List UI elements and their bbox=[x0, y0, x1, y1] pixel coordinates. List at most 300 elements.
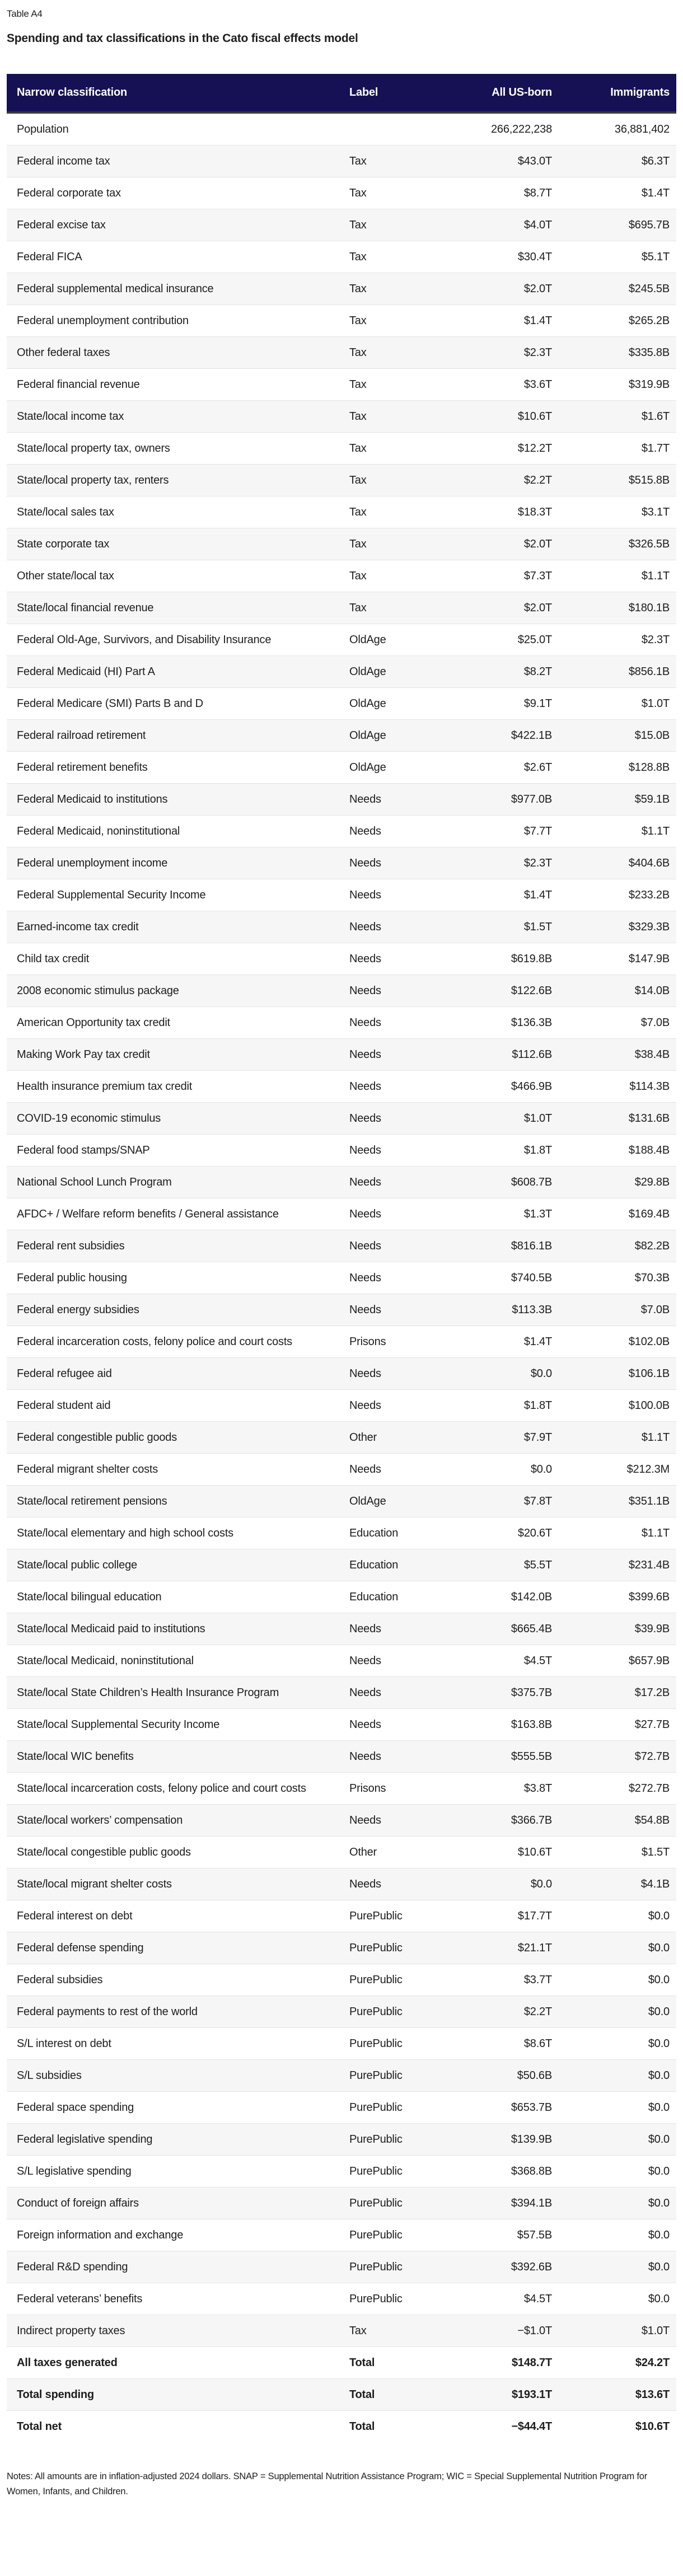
cell-us-born: $392.6B bbox=[431, 2251, 559, 2283]
table-row bbox=[7, 305, 676, 337]
cell-classification: Other state/local tax bbox=[7, 560, 343, 592]
table-row bbox=[7, 1262, 676, 1294]
cell-us-born: $139.9B bbox=[431, 2124, 559, 2156]
cell-classification: Federal payments to rest of the world bbox=[7, 1996, 343, 2028]
cell-immigrants: $1.7T bbox=[559, 433, 676, 465]
cell-us-born: $2.0T bbox=[431, 528, 559, 560]
table-row bbox=[7, 433, 676, 465]
cell-label: OldAge bbox=[343, 752, 431, 784]
cell-classification: 2008 economic stimulus package bbox=[7, 975, 343, 1007]
cell-immigrants: $1.0T bbox=[559, 688, 676, 720]
cell-immigrants: $1.1T bbox=[559, 816, 676, 847]
table-row bbox=[7, 784, 676, 816]
cell-us-born: $20.6T bbox=[431, 1518, 559, 1549]
cell-classification: Federal Supplemental Security Income bbox=[7, 879, 343, 911]
cell-label: PurePublic bbox=[343, 2219, 431, 2251]
cell-classification: Federal defense spending bbox=[7, 1932, 343, 1964]
cell-immigrants: $70.3B bbox=[559, 1262, 676, 1294]
cell-classification: Federal refugee aid bbox=[7, 1358, 343, 1390]
cell-us-born: $2.2T bbox=[431, 465, 559, 497]
table-row bbox=[7, 1230, 676, 1262]
cell-us-born: $163.8B bbox=[431, 1709, 559, 1741]
cell-us-born: $3.8T bbox=[431, 1773, 559, 1805]
table-row bbox=[7, 209, 676, 241]
cell-label: Education bbox=[343, 1518, 431, 1549]
cell-label: PurePublic bbox=[343, 2156, 431, 2188]
table-row bbox=[7, 1805, 676, 1837]
cell-label: OldAge bbox=[343, 624, 431, 656]
cell-immigrants: $180.1B bbox=[559, 592, 676, 624]
cell-us-born: $2.2T bbox=[431, 1996, 559, 2028]
cell-immigrants: $515.8B bbox=[559, 465, 676, 497]
page-title: Spending and tax classifications in the Cato fiscal effects model bbox=[7, 32, 358, 45]
cell-immigrants: $0.0 bbox=[559, 1932, 676, 1964]
cell-immigrants: $17.2B bbox=[559, 1677, 676, 1709]
cell-us-born: $7.7T bbox=[431, 816, 559, 847]
table-row bbox=[7, 816, 676, 847]
cell-label: OldAge bbox=[343, 1486, 431, 1518]
cell-label: Needs bbox=[343, 1709, 431, 1741]
table-row bbox=[7, 624, 676, 656]
table-row bbox=[7, 497, 676, 528]
cell-label: Needs bbox=[343, 1103, 431, 1135]
table-row bbox=[7, 2156, 676, 2188]
cell-classification: Federal rent subsidies bbox=[7, 1230, 343, 1262]
cell-label: Tax bbox=[343, 273, 431, 305]
cell-immigrants: $1.5T bbox=[559, 1837, 676, 1868]
cell-us-born: $12.2T bbox=[431, 433, 559, 465]
cell-immigrants: $72.7B bbox=[559, 1741, 676, 1773]
cell-us-born: $1.8T bbox=[431, 1135, 559, 1167]
cell-us-born: $394.1B bbox=[431, 2188, 559, 2219]
cell-us-born: −$44.4T bbox=[431, 2411, 559, 2443]
cell-us-born: $366.7B bbox=[431, 1805, 559, 1837]
table-row bbox=[7, 2124, 676, 2156]
cell-classification: S/L legislative spending bbox=[7, 2156, 343, 2188]
table-row bbox=[7, 1932, 676, 1964]
cell-label: Needs bbox=[343, 1613, 431, 1645]
cell-label: PurePublic bbox=[343, 2060, 431, 2092]
cell-us-born: $25.0T bbox=[431, 624, 559, 656]
table-row bbox=[7, 2347, 676, 2379]
cell-immigrants: $0.0 bbox=[559, 2124, 676, 2156]
cell-label: Needs bbox=[343, 1645, 431, 1677]
cell-classification: Federal Medicaid to institutions bbox=[7, 784, 343, 816]
table-row bbox=[7, 943, 676, 975]
cell-label: Total bbox=[343, 2347, 431, 2379]
cell-classification: State/local property tax, renters bbox=[7, 465, 343, 497]
cell-label: Needs bbox=[343, 1358, 431, 1390]
cell-us-born: $17.7T bbox=[431, 1900, 559, 1932]
cell-us-born: $113.3B bbox=[431, 1294, 559, 1326]
cell-label: Total bbox=[343, 2379, 431, 2411]
cell-classification: State/local property tax, owners bbox=[7, 433, 343, 465]
cell-classification: Federal Medicaid (HI) Part A bbox=[7, 656, 343, 688]
table-row bbox=[7, 113, 676, 146]
cell-classification: S/L interest on debt bbox=[7, 2028, 343, 2060]
cell-label: Tax bbox=[343, 146, 431, 177]
cell-us-born: $8.2T bbox=[431, 656, 559, 688]
table-row bbox=[7, 1773, 676, 1805]
table-row bbox=[7, 1198, 676, 1230]
table-row bbox=[7, 1613, 676, 1645]
cell-classification: State/local State Children’s Health Insurance Program bbox=[7, 1677, 343, 1709]
cell-us-born: $422.1B bbox=[431, 720, 559, 752]
cell-immigrants: $0.0 bbox=[559, 2188, 676, 2219]
cell-immigrants: $856.1B bbox=[559, 656, 676, 688]
cell-classification: State/local workers’ compensation bbox=[7, 1805, 343, 1837]
table-row bbox=[7, 1039, 676, 1071]
cell-us-born: $1.8T bbox=[431, 1390, 559, 1422]
fiscal-classification-table bbox=[7, 74, 676, 2442]
cell-classification: Federal migrant shelter costs bbox=[7, 1454, 343, 1486]
cell-label: Tax bbox=[343, 337, 431, 369]
cell-us-born: $57.5B bbox=[431, 2219, 559, 2251]
cell-us-born: $466.9B bbox=[431, 1071, 559, 1103]
cell-immigrants: $1.4T bbox=[559, 177, 676, 209]
cell-label: Tax bbox=[343, 305, 431, 337]
cell-immigrants: $7.0B bbox=[559, 1007, 676, 1039]
cell-classification: Federal financial revenue bbox=[7, 369, 343, 401]
cell-us-born: $1.0T bbox=[431, 1103, 559, 1135]
table-row bbox=[7, 1135, 676, 1167]
cell-immigrants: $231.4B bbox=[559, 1549, 676, 1581]
table-row bbox=[7, 2188, 676, 2219]
table-row bbox=[7, 1709, 676, 1741]
cell-label: PurePublic bbox=[343, 2251, 431, 2283]
cell-classification: Health insurance premium tax credit bbox=[7, 1071, 343, 1103]
cell-classification: Indirect property taxes bbox=[7, 2315, 343, 2347]
table-row bbox=[7, 1581, 676, 1613]
cell-classification: State/local public college bbox=[7, 1549, 343, 1581]
table-row bbox=[7, 1645, 676, 1677]
cell-classification: Federal excise tax bbox=[7, 209, 343, 241]
table-row bbox=[7, 1996, 676, 2028]
table-row bbox=[7, 656, 676, 688]
cell-label: Needs bbox=[343, 1294, 431, 1326]
cell-label: PurePublic bbox=[343, 2092, 431, 2124]
table-row bbox=[7, 2251, 676, 2283]
cell-classification: State/local bilingual education bbox=[7, 1581, 343, 1613]
table-row bbox=[7, 1486, 676, 1518]
table-row bbox=[7, 2379, 676, 2411]
cell-immigrants: $114.3B bbox=[559, 1071, 676, 1103]
table-notes: Notes: All amounts are in inflation-adjusted 2024 dollars. SNAP = Supplemental Nutrition Assistance Program; WIC = Special Supplemental Nutrition Program for Women, Infants, and Children. bbox=[7, 2471, 648, 2497]
cell-classification: State/local Supplemental Security Income bbox=[7, 1709, 343, 1741]
cell-us-born: $10.6T bbox=[431, 401, 559, 433]
cell-label: Needs bbox=[343, 1741, 431, 1773]
cell-label: Needs bbox=[343, 911, 431, 943]
cell-immigrants: $5.1T bbox=[559, 241, 676, 273]
cell-label: Prisons bbox=[343, 1773, 431, 1805]
cell-label: Needs bbox=[343, 1007, 431, 1039]
cell-label: Tax bbox=[343, 209, 431, 241]
cell-us-born: $7.9T bbox=[431, 1422, 559, 1454]
cell-label: Needs bbox=[343, 1071, 431, 1103]
cell-classification: S/L subsidies bbox=[7, 2060, 343, 2092]
cell-immigrants: $265.2B bbox=[559, 305, 676, 337]
cell-us-born: $2.3T bbox=[431, 337, 559, 369]
cell-us-born: $608.7B bbox=[431, 1167, 559, 1198]
cell-immigrants: $0.0 bbox=[559, 2156, 676, 2188]
table-row bbox=[7, 241, 676, 273]
cell-classification: Federal unemployment contribution bbox=[7, 305, 343, 337]
cell-label: Needs bbox=[343, 847, 431, 879]
cell-label: Needs bbox=[343, 784, 431, 816]
cell-immigrants: $0.0 bbox=[559, 2028, 676, 2060]
cell-us-born: $3.7T bbox=[431, 1964, 559, 1996]
cell-us-born: $665.4B bbox=[431, 1613, 559, 1645]
cell-label: PurePublic bbox=[343, 1900, 431, 1932]
cell-us-born: $1.4T bbox=[431, 305, 559, 337]
table-row bbox=[7, 528, 676, 560]
cell-immigrants: $4.1B bbox=[559, 1868, 676, 1900]
cell-label: Needs bbox=[343, 816, 431, 847]
cell-label: Needs bbox=[343, 1039, 431, 1071]
cell-classification: Federal space spending bbox=[7, 2092, 343, 2124]
cell-classification: Federal railroad retirement bbox=[7, 720, 343, 752]
cell-classification: Federal Medicaid, noninstitutional bbox=[7, 816, 343, 847]
cell-classification: Making Work Pay tax credit bbox=[7, 1039, 343, 1071]
cell-immigrants: $351.1B bbox=[559, 1486, 676, 1518]
cell-immigrants: $0.0 bbox=[559, 2251, 676, 2283]
table-row bbox=[7, 975, 676, 1007]
cell-label: OldAge bbox=[343, 656, 431, 688]
table-row bbox=[7, 177, 676, 209]
cell-label: Tax bbox=[343, 433, 431, 465]
cell-classification: Federal income tax bbox=[7, 146, 343, 177]
cell-immigrants: $38.4B bbox=[559, 1039, 676, 1071]
cell-classification: State/local congestible public goods bbox=[7, 1837, 343, 1868]
cell-classification: American Opportunity tax credit bbox=[7, 1007, 343, 1039]
cell-immigrants: $10.6T bbox=[559, 2411, 676, 2443]
cell-us-born: $0.0 bbox=[431, 1358, 559, 1390]
cell-us-born: $0.0 bbox=[431, 1868, 559, 1900]
table-row bbox=[7, 1422, 676, 1454]
cell-classification: State/local income tax bbox=[7, 401, 343, 433]
cell-immigrants: $233.2B bbox=[559, 879, 676, 911]
cell-classification: Total spending bbox=[7, 2379, 343, 2411]
table-row bbox=[7, 1868, 676, 1900]
cell-classification: Federal congestible public goods bbox=[7, 1422, 343, 1454]
cell-label: Other bbox=[343, 1422, 431, 1454]
cell-us-born: $136.3B bbox=[431, 1007, 559, 1039]
table-row bbox=[7, 1677, 676, 1709]
table-row bbox=[7, 2060, 676, 2092]
cell-us-born: $142.0B bbox=[431, 1581, 559, 1613]
cell-immigrants: $657.9B bbox=[559, 1645, 676, 1677]
cell-immigrants: $326.5B bbox=[559, 528, 676, 560]
cell-classification: Federal corporate tax bbox=[7, 177, 343, 209]
cell-immigrants: $7.0B bbox=[559, 1294, 676, 1326]
cell-immigrants: $2.3T bbox=[559, 624, 676, 656]
table-kicker: Table A4 bbox=[7, 8, 43, 19]
table-row bbox=[7, 1900, 676, 1932]
table-row bbox=[7, 2315, 676, 2347]
cell-label: Needs bbox=[343, 1262, 431, 1294]
cell-classification: Federal food stamps/SNAP bbox=[7, 1135, 343, 1167]
cell-us-born: $1.4T bbox=[431, 1326, 559, 1358]
table-row bbox=[7, 560, 676, 592]
cell-us-born: $8.7T bbox=[431, 177, 559, 209]
table-row bbox=[7, 1390, 676, 1422]
cell-label: Tax bbox=[343, 465, 431, 497]
cell-us-born: $7.8T bbox=[431, 1486, 559, 1518]
table-header-row bbox=[7, 74, 676, 113]
cell-immigrants: $0.0 bbox=[559, 2283, 676, 2315]
cell-label: Needs bbox=[343, 1677, 431, 1709]
table-row bbox=[7, 1964, 676, 1996]
cell-label: OldAge bbox=[343, 688, 431, 720]
column-header-immigrants: Immigrants bbox=[559, 74, 676, 113]
cell-classification: Earned-income tax credit bbox=[7, 911, 343, 943]
cell-immigrants: $245.5B bbox=[559, 273, 676, 305]
cell-immigrants: $39.9B bbox=[559, 1613, 676, 1645]
cell-immigrants: $100.0B bbox=[559, 1390, 676, 1422]
table-row bbox=[7, 1741, 676, 1773]
cell-immigrants: $335.8B bbox=[559, 337, 676, 369]
cell-classification: Child tax credit bbox=[7, 943, 343, 975]
cell-immigrants: $106.1B bbox=[559, 1358, 676, 1390]
cell-label: Needs bbox=[343, 1868, 431, 1900]
cell-us-born: 266,222,238 bbox=[490, 123, 552, 135]
cell-immigrants: $1.0T bbox=[559, 2315, 676, 2347]
table-row bbox=[7, 2283, 676, 2315]
cell-immigrants: $0.0 bbox=[559, 1996, 676, 2028]
cell-immigrants: $212.3M bbox=[559, 1454, 676, 1486]
cell-label: Needs bbox=[343, 1805, 431, 1837]
column-header-label: Label bbox=[343, 74, 431, 113]
cell-classification: Population bbox=[17, 123, 69, 135]
cell-immigrants: $272.7B bbox=[559, 1773, 676, 1805]
cell-us-born: $653.7B bbox=[431, 2092, 559, 2124]
cell-immigrants: $27.7B bbox=[559, 1709, 676, 1741]
table-row bbox=[7, 2411, 676, 2443]
cell-classification: Federal energy subsidies bbox=[7, 1294, 343, 1326]
table-row bbox=[7, 401, 676, 433]
cell-classification: AFDC+ / Welfare reform benefits / General assistance bbox=[7, 1198, 343, 1230]
cell-us-born: $1.5T bbox=[431, 911, 559, 943]
table-row bbox=[7, 1518, 676, 1549]
cell-classification: Federal unemployment income bbox=[7, 847, 343, 879]
cell-classification: Federal interest on debt bbox=[7, 1900, 343, 1932]
cell-immigrants: $188.4B bbox=[559, 1135, 676, 1167]
table-row bbox=[7, 1358, 676, 1390]
table-row bbox=[7, 879, 676, 911]
cell-label: Needs bbox=[343, 1454, 431, 1486]
cell-label: Tax bbox=[343, 177, 431, 209]
cell-label: Tax bbox=[343, 401, 431, 433]
column-header-all-us-born: All US-born bbox=[431, 74, 559, 113]
cell-us-born: −$1.0T bbox=[431, 2315, 559, 2347]
cell-us-born: $4.0T bbox=[431, 209, 559, 241]
cell-us-born: $9.1T bbox=[431, 688, 559, 720]
cell-us-born: $4.5T bbox=[431, 1645, 559, 1677]
cell-us-born: $3.6T bbox=[431, 369, 559, 401]
cell-us-born: $977.0B bbox=[431, 784, 559, 816]
cell-classification: Total net bbox=[7, 2411, 343, 2443]
cell-classification: COVID-19 economic stimulus bbox=[7, 1103, 343, 1135]
cell-label: PurePublic bbox=[343, 1996, 431, 2028]
cell-classification: State/local sales tax bbox=[7, 497, 343, 528]
cell-label: PurePublic bbox=[343, 2283, 431, 2315]
cell-us-born: $2.3T bbox=[431, 847, 559, 879]
cell-us-born: $122.6B bbox=[431, 975, 559, 1007]
cell-us-born: $0.0 bbox=[431, 1454, 559, 1486]
cell-classification: State/local Medicaid, noninstitutional bbox=[7, 1645, 343, 1677]
table-row bbox=[7, 337, 676, 369]
cell-label: Needs bbox=[343, 943, 431, 975]
cell-label: Needs bbox=[343, 879, 431, 911]
table-row bbox=[7, 1326, 676, 1358]
cell-classification: Conduct of foreign affairs bbox=[7, 2188, 343, 2219]
cell-classification: Federal subsidies bbox=[7, 1964, 343, 1996]
cell-immigrants: $6.3T bbox=[559, 146, 676, 177]
table-row bbox=[7, 273, 676, 305]
cell-immigrants: $29.8B bbox=[559, 1167, 676, 1198]
table-row bbox=[7, 1454, 676, 1486]
cell-classification: State/local incarceration costs, felony police and court costs bbox=[7, 1773, 343, 1805]
cell-us-born: $619.8B bbox=[431, 943, 559, 975]
cell-label: PurePublic bbox=[343, 1932, 431, 1964]
cell-immigrants: $128.8B bbox=[559, 752, 676, 784]
table-header bbox=[7, 74, 676, 113]
cell-us-born: $50.6B bbox=[431, 2060, 559, 2092]
cell-immigrants: $1.6T bbox=[559, 401, 676, 433]
cell-label: Needs bbox=[343, 1167, 431, 1198]
cell-classification: Federal FICA bbox=[7, 241, 343, 273]
cell-label: Tax bbox=[343, 528, 431, 560]
cell-classification: Federal Old-Age, Survivors, and Disability Insurance bbox=[7, 624, 343, 656]
cell-immigrants: 36,881,402 bbox=[614, 123, 670, 135]
cell-immigrants: $0.0 bbox=[559, 2092, 676, 2124]
cell-immigrants: $1.1T bbox=[559, 560, 676, 592]
cell-us-born: $43.0T bbox=[431, 146, 559, 177]
cell-immigrants: $0.0 bbox=[559, 1900, 676, 1932]
cell-us-born: $21.1T bbox=[431, 1932, 559, 1964]
table-row bbox=[7, 1007, 676, 1039]
table-row bbox=[7, 847, 676, 879]
cell-label: Needs bbox=[343, 1230, 431, 1262]
cell-label: Total bbox=[343, 2411, 431, 2443]
cell-immigrants: $329.3B bbox=[559, 911, 676, 943]
cell-label: Tax bbox=[343, 560, 431, 592]
cell-immigrants: $147.9B bbox=[559, 943, 676, 975]
cell-classification: All taxes generated bbox=[7, 2347, 343, 2379]
cell-immigrants: $3.1T bbox=[559, 497, 676, 528]
cell-immigrants: $404.6B bbox=[559, 847, 676, 879]
cell-classification: State/local elementary and high school costs bbox=[7, 1518, 343, 1549]
cell-label: Tax bbox=[343, 592, 431, 624]
cell-immigrants: $169.4B bbox=[559, 1198, 676, 1230]
cell-classification: State/local migrant shelter costs bbox=[7, 1868, 343, 1900]
table-row bbox=[7, 752, 676, 784]
cell-us-born: $2.6T bbox=[431, 752, 559, 784]
table-row bbox=[7, 2028, 676, 2060]
cell-us-born: $555.5B bbox=[431, 1741, 559, 1773]
cell-immigrants: $59.1B bbox=[559, 784, 676, 816]
cell-us-born: $4.5T bbox=[431, 2283, 559, 2315]
cell-immigrants: $1.1T bbox=[559, 1422, 676, 1454]
cell-label: Needs bbox=[343, 975, 431, 1007]
cell-classification: Federal R&D spending bbox=[7, 2251, 343, 2283]
table-row bbox=[7, 720, 676, 752]
cell-us-born: $1.4T bbox=[431, 879, 559, 911]
cell-immigrants: $0.0 bbox=[559, 2060, 676, 2092]
cell-immigrants: $399.6B bbox=[559, 1581, 676, 1613]
cell-label: PurePublic bbox=[343, 1964, 431, 1996]
cell-us-born: $740.5B bbox=[431, 1262, 559, 1294]
